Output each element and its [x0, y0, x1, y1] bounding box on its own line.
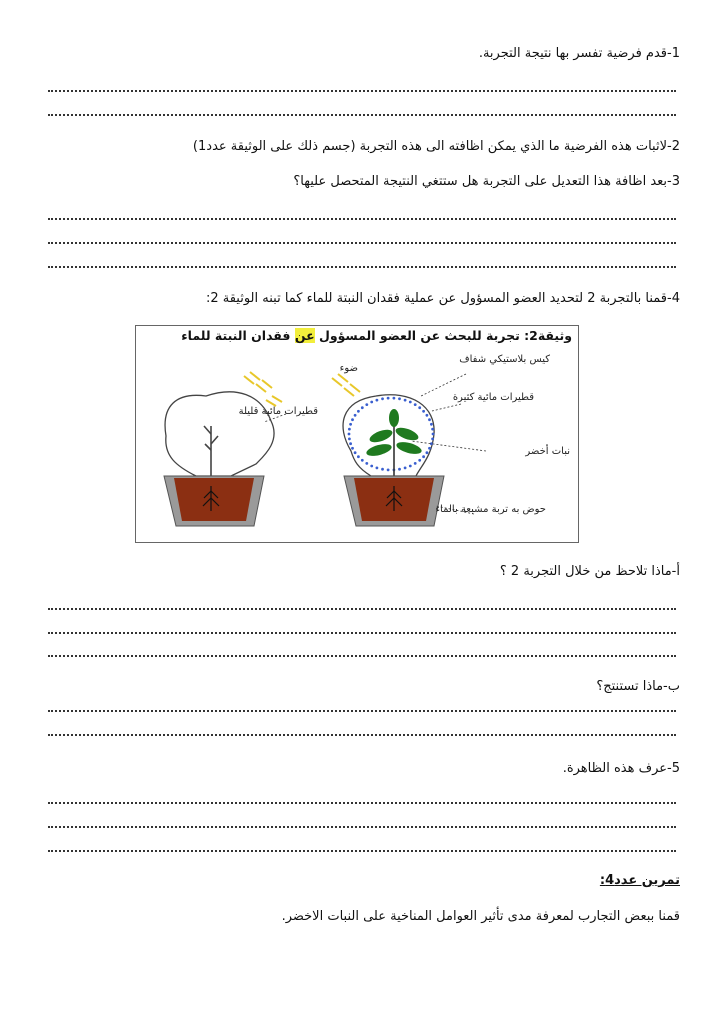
- water-drop: [422, 410, 425, 413]
- soil-left: [174, 478, 254, 521]
- water-drop: [376, 399, 379, 402]
- water-drop: [354, 451, 357, 454]
- question-a: أ-ماذا تلاحظ من خلال التجربة 2 ؟: [499, 564, 680, 579]
- question-5: 5-عرف هذه الظاهرة.: [562, 761, 680, 776]
- figure-title-part2: فقدان النبتة للماء: [181, 328, 295, 343]
- water-drop: [414, 403, 417, 406]
- water-drop: [418, 459, 421, 462]
- water-drop: [422, 455, 425, 458]
- label-green-plant: نبات أخضر: [525, 446, 570, 457]
- water-drop: [351, 447, 354, 450]
- water-drop: [354, 414, 357, 417]
- label-bag: كيس بلاستيكي شفاف: [459, 354, 550, 365]
- light-rays-icon: [332, 374, 360, 396]
- water-drop: [428, 447, 431, 450]
- question-b: ب-ماذا تستنتج؟: [596, 679, 680, 694]
- water-drop: [432, 433, 435, 436]
- answer-line: [48, 653, 676, 657]
- water-drop: [409, 465, 412, 468]
- answer-line: [48, 88, 676, 92]
- water-drop: [404, 467, 407, 470]
- water-drop: [431, 438, 434, 441]
- water-drop: [381, 468, 384, 471]
- water-drop: [365, 403, 368, 406]
- label-drops-many: قطيرات مائية كثيرة: [452, 392, 534, 403]
- water-drop: [387, 469, 390, 472]
- experiment-figure: [135, 325, 579, 543]
- water-drop: [370, 465, 373, 468]
- green-plant: [365, 409, 423, 486]
- answer-line: [48, 848, 676, 852]
- water-drop: [404, 399, 407, 402]
- water-drop: [414, 462, 417, 465]
- water-drop: [387, 397, 390, 400]
- figure-title: [181, 328, 572, 343]
- water-drop: [349, 423, 352, 426]
- question-2: 2-لاثبات هذه الفرضية ما الذي يمكن اظافته الى هذه التجربة (جسم ذلك على الوثيقة عدد1): [192, 139, 680, 154]
- answer-line: [48, 708, 676, 712]
- answer-line: [48, 112, 676, 116]
- answer-line: [48, 240, 676, 244]
- light-rays-icon: [244, 372, 282, 406]
- answer-line: [48, 216, 676, 220]
- answer-line: [48, 630, 676, 634]
- water-drop: [351, 418, 354, 421]
- question-4: 4-قمنا بالتجربة 2 لتحديد العضو المسؤول عن عملية فقدان النبتة للماء كما تبنه الوثيقة 2:: [205, 291, 680, 306]
- water-drop: [348, 428, 351, 431]
- answer-line: [48, 800, 676, 804]
- label-drops-few: قطيرات مائية قليلة: [238, 406, 318, 417]
- exercise-title: تمرين عدد4:: [599, 873, 680, 888]
- water-drop: [428, 418, 431, 421]
- question-3: 3-بعد اظافة هذا التعديل على التجربة هل ستتغي النتيجة المتحصل عليها؟: [293, 174, 680, 189]
- water-drop: [431, 428, 434, 431]
- exercise-text: قمنا ببعض التجارب لمعرفة مدى تأثير العوامل المناخية على النبات الاخضر.: [281, 909, 680, 924]
- water-drop: [376, 467, 379, 470]
- label-light: ضوء: [339, 363, 358, 374]
- figure-title-part1: وثيقة2: تجربة للبحث عن العضو المسؤول: [314, 328, 572, 343]
- question-1: 1-قدم فرضية تفسر بها نتيجة التجربة.: [478, 46, 680, 61]
- water-drop: [361, 459, 364, 462]
- water-drop: [418, 406, 421, 409]
- water-drop: [426, 451, 429, 454]
- water-drop: [398, 468, 401, 471]
- water-drop: [393, 397, 396, 400]
- water-drop: [370, 401, 373, 404]
- answer-line: [48, 606, 676, 610]
- water-drop: [361, 406, 364, 409]
- figure-title-highlight: عن: [294, 328, 315, 343]
- water-drop: [398, 397, 401, 400]
- answer-line: [48, 264, 676, 268]
- water-drop: [426, 414, 429, 417]
- answer-line: [48, 732, 676, 736]
- water-drop: [348, 433, 351, 436]
- water-drop: [357, 455, 360, 458]
- water-drop: [365, 462, 368, 465]
- water-drop: [357, 410, 360, 413]
- water-drop: [409, 401, 412, 404]
- plastic-bag-left: [165, 392, 274, 476]
- answer-line: [48, 824, 676, 828]
- label-pot: حوض به تربة مشبعة بالماء: [435, 504, 546, 515]
- water-drop: [430, 423, 433, 426]
- water-drop: [348, 438, 351, 441]
- water-drop: [381, 397, 384, 400]
- water-drop: [349, 442, 352, 445]
